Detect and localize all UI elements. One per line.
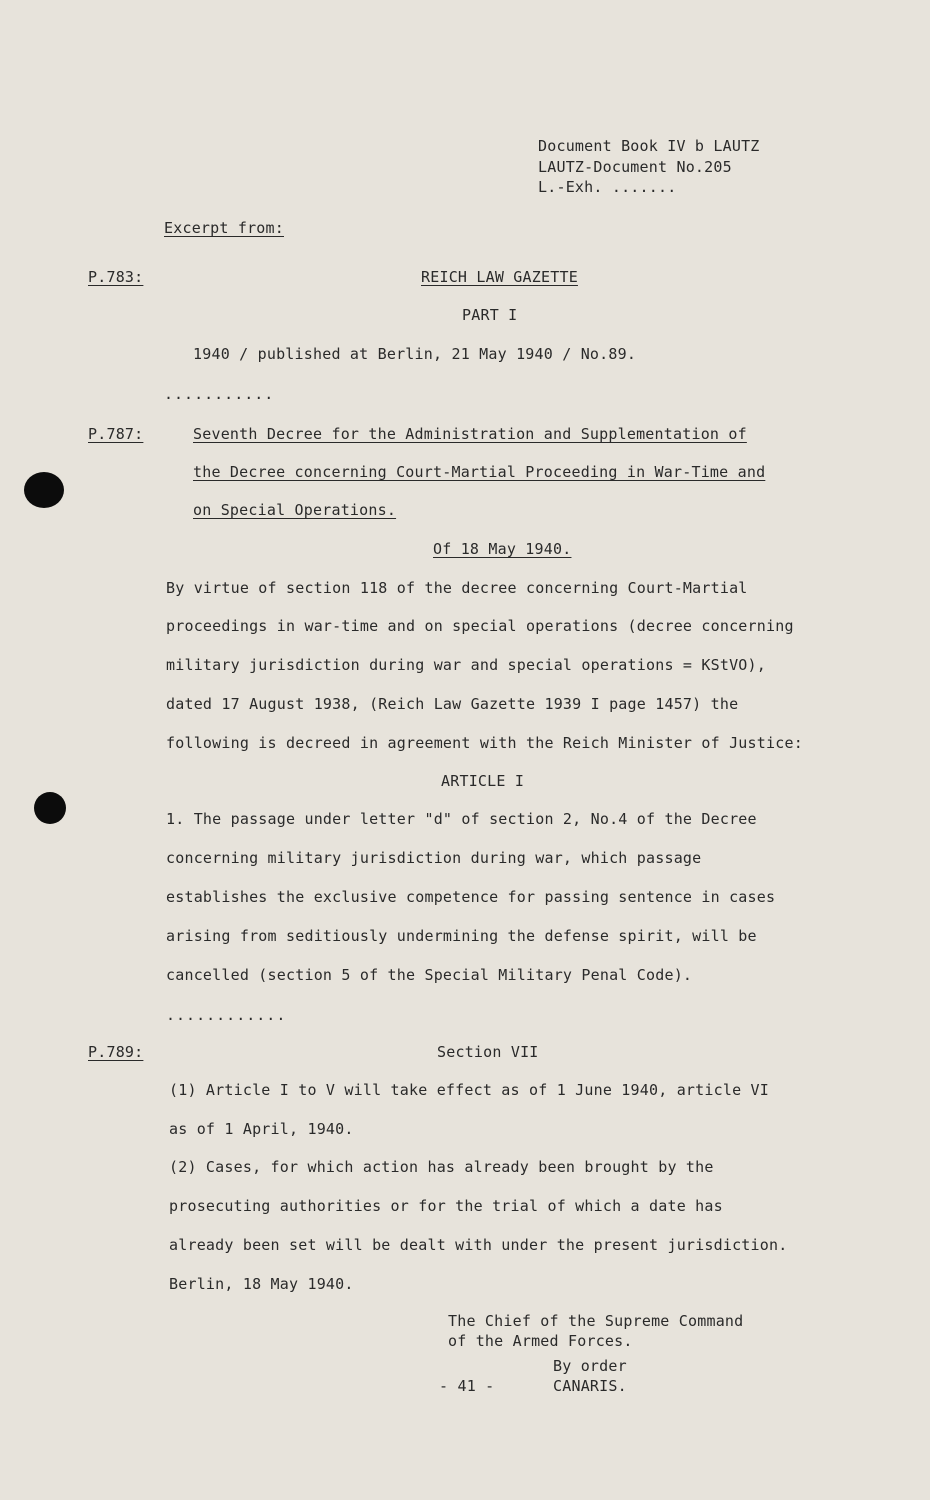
excerpt-label: Excerpt from:	[164, 219, 284, 237]
decree-title-line-3: on Special Operations.	[193, 501, 397, 519]
section-7-line: Berlin, 18 May 1940.	[169, 1275, 354, 1293]
section-7-line: already been set will be dealt with under the present jurisdiction.	[169, 1236, 788, 1254]
article-1-line: cancelled (section 5 of the Special Military Penal Code).	[166, 966, 693, 984]
article-1-line: establishes the exclusive competence for passing sentence in cases	[166, 888, 776, 906]
preamble-line: dated 17 August 1938, (Reich Law Gazette 1939 I page 1457) the	[166, 695, 739, 713]
decree-title-line-1: Seventh Decree for the Administration and Supplementation of	[193, 425, 747, 443]
signature-line-2: of the Armed Forces.	[448, 1332, 633, 1350]
doc-book-line: Document Book IV b LAUTZ	[538, 137, 760, 155]
signature-by-order: By order	[553, 1357, 627, 1375]
decree-title-line-2: the Decree concerning Court-Martial Proceeding in War-Time and	[193, 463, 766, 481]
section-7-line: as of 1 April, 1940.	[169, 1120, 354, 1138]
gazette-publication: 1940 / published at Berlin, 21 May 1940 / No.89.	[193, 345, 637, 363]
article-1-line: 1. The passage under letter "d" of section 2, No.4 of the Decree	[166, 810, 757, 828]
page-ref-787: P.787:	[88, 425, 144, 443]
section-7-heading: Section VII	[437, 1043, 539, 1061]
decree-date: Of 18 May 1940.	[433, 540, 572, 558]
article-1-line: arising from seditiously undermining the defense spirit, will be	[166, 927, 757, 945]
section-7-line: (2) Cases, for which action has already been brought by the	[169, 1158, 714, 1176]
page-ref-789: P.789:	[88, 1043, 144, 1061]
section-7-line: prosecuting authorities or for the trial of which a date has	[169, 1197, 723, 1215]
punch-hole-top	[24, 472, 64, 508]
gazette-part: PART I	[462, 306, 518, 324]
preamble-line: military jurisdiction during war and special operations = KStVO),	[166, 656, 766, 674]
separator-dots: ...........	[164, 385, 275, 403]
signature-name: CANARIS.	[553, 1377, 627, 1395]
exhibit-line: L.-Exh. .......	[538, 178, 677, 196]
punch-hole-bottom	[34, 792, 66, 824]
doc-number-line: LAUTZ-Document No.205	[538, 158, 732, 176]
gazette-title: REICH LAW GAZETTE	[421, 268, 578, 286]
signature-line-1: The Chief of the Supreme Command	[448, 1312, 744, 1330]
preamble-line: following is decreed in agreement with the Reich Minister of Justice:	[166, 734, 803, 752]
section-7-line: (1) Article I to V will take effect as of 1 June 1940, article VI	[169, 1081, 769, 1099]
preamble-line: By virtue of section 118 of the decree concerning Court-Martial	[166, 579, 748, 597]
page-number: - 41 -	[439, 1377, 495, 1395]
separator-dots-2: ............	[166, 1006, 287, 1024]
article-1-line: concerning military jurisdiction during war, which passage	[166, 849, 702, 867]
preamble-line: proceedings in war-time and on special operations (decree concerning	[166, 617, 794, 635]
article-1-heading: ARTICLE I	[441, 772, 525, 790]
page-ref-783: P.783:	[88, 268, 144, 286]
